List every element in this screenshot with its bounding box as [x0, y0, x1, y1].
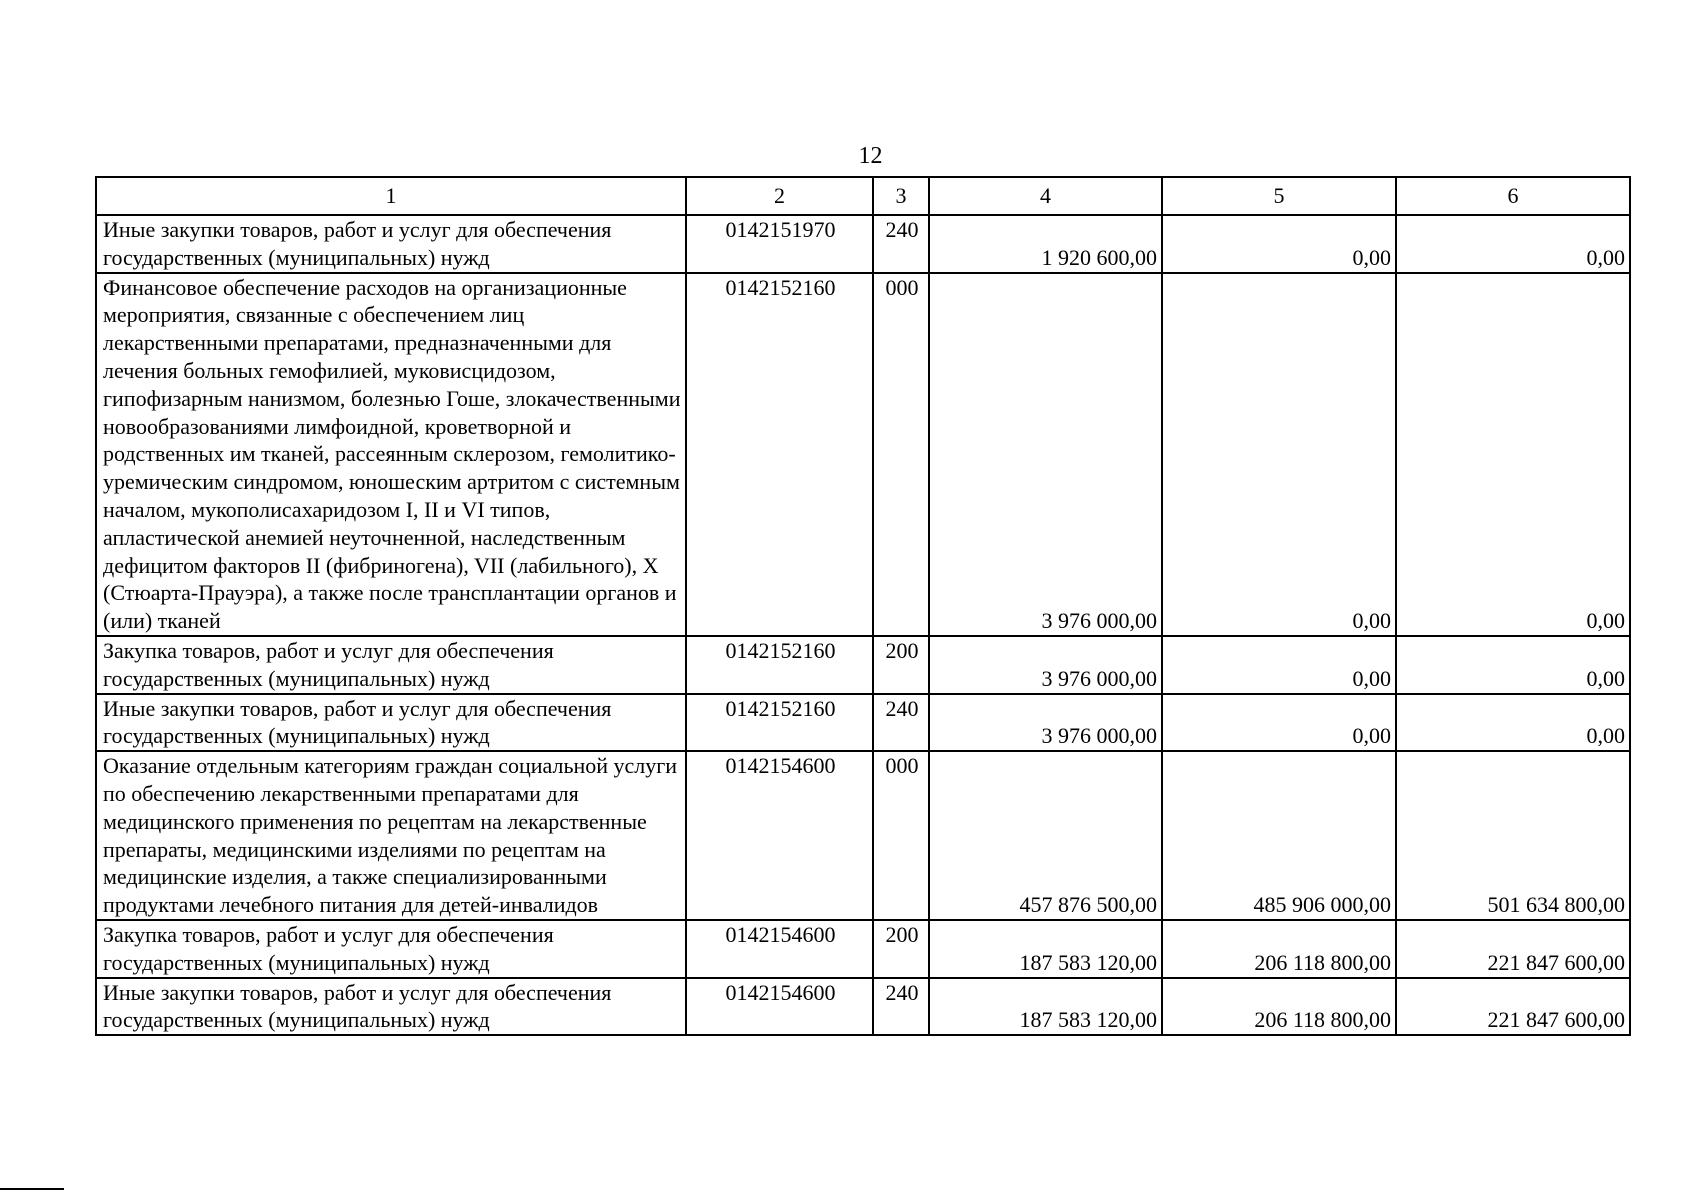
amount-col-6: 0,00	[1396, 636, 1630, 694]
page-number: 12	[858, 143, 883, 169]
target-code: 0142154600	[686, 978, 873, 1036]
column-number: 3	[873, 177, 929, 215]
expense-type: 240	[873, 215, 929, 273]
amount-col-4: 3 976 000,00	[929, 273, 1162, 636]
amount-col-6: 0,00	[1396, 273, 1630, 636]
target-code: 0142152160	[686, 694, 873, 752]
column-number: 2	[686, 177, 873, 215]
amount-col-6: 221 847 600,00	[1396, 978, 1630, 1036]
table-row	[96, 694, 1630, 752]
amount-col-4: 187 583 120,00	[929, 920, 1162, 978]
amount-col-4: 3 976 000,00	[929, 694, 1162, 752]
table-row	[96, 751, 1630, 920]
column-number: 4	[929, 177, 1162, 215]
table-row	[96, 920, 1630, 978]
amount-col-4: 187 583 120,00	[929, 978, 1162, 1036]
amount-col-4: 1 920 600,00	[929, 215, 1162, 273]
amount-col-5: 0,00	[1162, 273, 1396, 636]
footnote-divider	[0, 1188, 64, 1190]
amount-col-6: 0,00	[1396, 694, 1630, 752]
expense-type: 200	[873, 920, 929, 978]
target-code: 0142152160	[686, 273, 873, 636]
row-name: Иные закупки товаров, работ и услуг для обеспечения государственных (муниципальных) нужд	[96, 215, 686, 273]
expense-type: 000	[873, 273, 929, 636]
column-number: 1	[96, 177, 686, 215]
row-name: Закупка товаров, работ и услуг для обеспечения государственных (муниципальных) нужд	[96, 636, 686, 694]
row-name: Оказание отдельным категориям граждан социальной услуги по обеспечению лекарственными препаратами для медицинского применения по рецептам на лекарственные препараты, медицинскими изделиями по рецептам на медицинские изделия, а также специализированными продуктами лечебного питания для детей-инвалидов	[96, 751, 686, 920]
amount-col-5: 0,00	[1162, 215, 1396, 273]
budget-table	[95, 176, 1631, 1036]
expense-type: 000	[873, 751, 929, 920]
amount-col-5: 485 906 000,00	[1162, 751, 1396, 920]
amount-col-5: 0,00	[1162, 636, 1396, 694]
expense-type: 200	[873, 636, 929, 694]
table-row	[96, 273, 1630, 636]
row-name: Иные закупки товаров, работ и услуг для обеспечения государственных (муниципальных) нужд	[96, 978, 686, 1036]
target-code: 0142152160	[686, 636, 873, 694]
expense-type: 240	[873, 978, 929, 1036]
column-number-row	[96, 177, 1630, 215]
table-row	[96, 978, 1630, 1036]
table-row	[96, 636, 1630, 694]
target-code: 0142154600	[686, 920, 873, 978]
amount-col-4: 3 976 000,00	[929, 636, 1162, 694]
amount-col-5: 206 118 800,00	[1162, 920, 1396, 978]
row-name: Финансовое обеспечение расходов на организационные мероприятия, связанные с обеспечением лиц лекарственными препаратами, предназначенными для лечения больных гемофилией, муковисцидозом, гипофизарным нанизмом, болезнью Гоше, злокачественными новообразованиями лимфоидной, кроветворной и родственных им тканей, рассеянным склерозом, гемолитико-уремическим синдромом, юношеским артритом с системным началом, мукополисахаридозом I, II и VI типов, апластической анемией неуточненной, наследственным дефицитом факторов II (фибриногена), VII (лабильного), X (Стюарта-Прауэра), а также после трансплантации органов и (или) тканей	[96, 273, 686, 636]
table-row	[96, 215, 1630, 273]
amount-col-6: 221 847 600,00	[1396, 920, 1630, 978]
row-name: Закупка товаров, работ и услуг для обеспечения государственных (муниципальных) нужд	[96, 920, 686, 978]
amount-col-6: 0,00	[1396, 215, 1630, 273]
column-number: 5	[1162, 177, 1396, 215]
target-code: 0142154600	[686, 751, 873, 920]
target-code: 0142151970	[686, 215, 873, 273]
amount-col-4: 457 876 500,00	[929, 751, 1162, 920]
amount-col-5: 0,00	[1162, 694, 1396, 752]
amount-col-5: 206 118 800,00	[1162, 978, 1396, 1036]
amount-col-6: 501 634 800,00	[1396, 751, 1630, 920]
expense-type: 240	[873, 694, 929, 752]
column-number: 6	[1396, 177, 1630, 215]
row-name: Иные закупки товаров, работ и услуг для обеспечения государственных (муниципальных) нужд	[96, 694, 686, 752]
